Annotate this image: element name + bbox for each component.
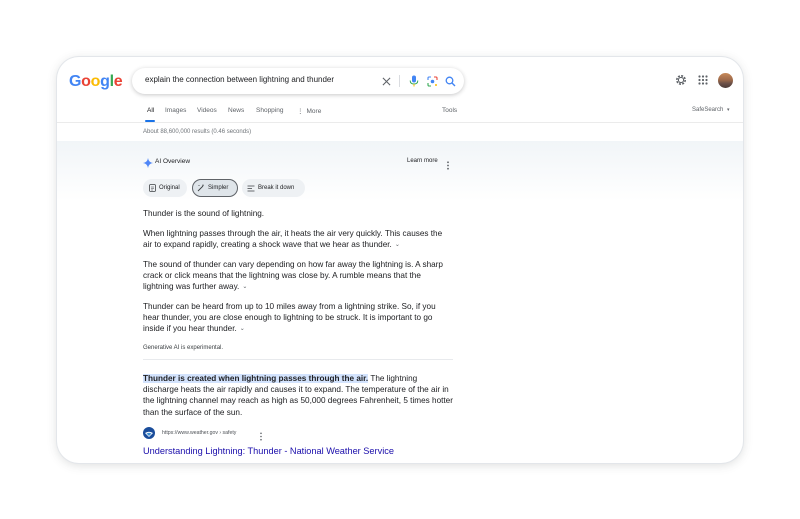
more-vert-icon: ⋮ xyxy=(297,108,304,115)
chip-simpler-label: Simpler xyxy=(208,185,229,191)
ai-paragraph xyxy=(143,208,453,219)
settings-gear-icon[interactable] xyxy=(674,73,688,87)
logo-letter: g xyxy=(100,73,110,90)
logo-letter: l xyxy=(109,73,114,90)
featured-snippet xyxy=(143,373,453,418)
tab-more[interactable] xyxy=(297,107,321,115)
tab-videos[interactable]: Videos xyxy=(197,107,217,114)
tab-all[interactable]: All xyxy=(147,107,155,114)
tabs-divider xyxy=(57,122,743,123)
chevron-down-icon[interactable]: ⌄ xyxy=(394,242,400,249)
search-input[interactable]: explain the connection between lightning and thunder xyxy=(145,75,335,84)
search-icon[interactable] xyxy=(442,73,458,89)
sparkle-icon xyxy=(143,155,153,173)
snippet-highlight: Thunder is created when lightning passes through the air. xyxy=(143,374,369,383)
ai-paragraph-text: Thunder is the sound of lightning. xyxy=(143,209,265,218)
apps-grid-icon[interactable] xyxy=(696,73,710,87)
noaa-logo-icon xyxy=(143,427,155,439)
tools-button[interactable]: Tools xyxy=(442,107,458,114)
ai-paragraph-text: Thunder can be heard from up to 10 miles away from a lightning strike. So, if you hear thunder, you are close enough to lightning to be struck. It is important to go inside if you hear thunder. xyxy=(143,302,436,334)
ai-paragraph-text: When lightning passes through the air, it heats the air very quickly. This causes the air to expand rapidly, creating a shock wave that we hear as thunder. xyxy=(143,229,443,250)
ai-overview-header xyxy=(143,155,453,169)
ai-paragraph-text: The sound of thunder can vary depending on how far away the lightning is. A sharp crack or click means that the lightning was close by. A rumble means that the lightning was further away. xyxy=(143,260,443,292)
tab-more-label: More xyxy=(306,108,322,115)
chip-original[interactable] xyxy=(143,179,187,197)
browser-frame xyxy=(57,57,743,463)
safesearch-label: SafeSearch xyxy=(692,107,724,113)
logo-letter: G xyxy=(69,73,82,90)
source-url[interactable]: https://www.weather.gov › safety xyxy=(162,430,237,436)
search-bar[interactable] xyxy=(132,68,464,94)
snippet-text: The lightning discharge heats the air rapidly and causes it to expand. The temperature of the air in the lightning channel may reach as high as 50,000 degrees Fahrenheit, 5 times hotter than the surface of the sun. xyxy=(143,374,453,417)
chip-simpler[interactable] xyxy=(192,179,238,197)
result-title-link[interactable]: Understanding Lightning: Thunder - National Weather Service xyxy=(143,446,394,456)
microphone-icon[interactable] xyxy=(406,73,422,89)
logo-letter: o xyxy=(81,73,91,90)
logo-letter: o xyxy=(90,73,101,90)
section-divider xyxy=(143,359,453,360)
ai-paragraph xyxy=(143,228,453,251)
more-vert-icon[interactable] xyxy=(259,428,263,446)
tab-images[interactable]: Images xyxy=(165,107,187,114)
chevron-down-icon[interactable]: ⌄ xyxy=(239,326,245,333)
chip-break-it-down[interactable] xyxy=(242,179,305,197)
list-icon xyxy=(247,184,255,192)
safesearch-button[interactable] xyxy=(692,107,730,113)
tab-shopping[interactable]: Shopping xyxy=(256,107,284,114)
chip-original-label: Original xyxy=(159,185,180,191)
search-tabs xyxy=(57,105,743,123)
ai-overview-title: AI Overview xyxy=(155,158,191,165)
ai-overview xyxy=(143,155,453,456)
more-vert-icon[interactable] xyxy=(446,157,450,175)
avatar[interactable] xyxy=(718,73,733,88)
tab-news[interactable]: News xyxy=(228,107,245,114)
document-icon xyxy=(148,184,156,192)
ai-paragraph xyxy=(143,301,453,336)
google-logo[interactable] xyxy=(69,73,122,91)
search-divider xyxy=(399,75,400,87)
ai-paragraph xyxy=(143,259,453,294)
chip-break-it-down-label: Break it down xyxy=(258,185,295,191)
close-icon[interactable] xyxy=(378,73,394,89)
experimental-note: Generative AI is experimental. xyxy=(143,345,224,351)
chevron-down-icon[interactable]: ⌄ xyxy=(242,284,248,291)
results-stats: About 88,600,000 results (0.46 seconds) xyxy=(143,129,252,135)
caret-down-icon: ▾ xyxy=(727,107,730,113)
wand-icon xyxy=(197,184,205,192)
logo-letter: e xyxy=(113,73,123,90)
lens-icon[interactable] xyxy=(424,73,440,89)
learn-more-link[interactable]: Learn more xyxy=(407,158,438,164)
